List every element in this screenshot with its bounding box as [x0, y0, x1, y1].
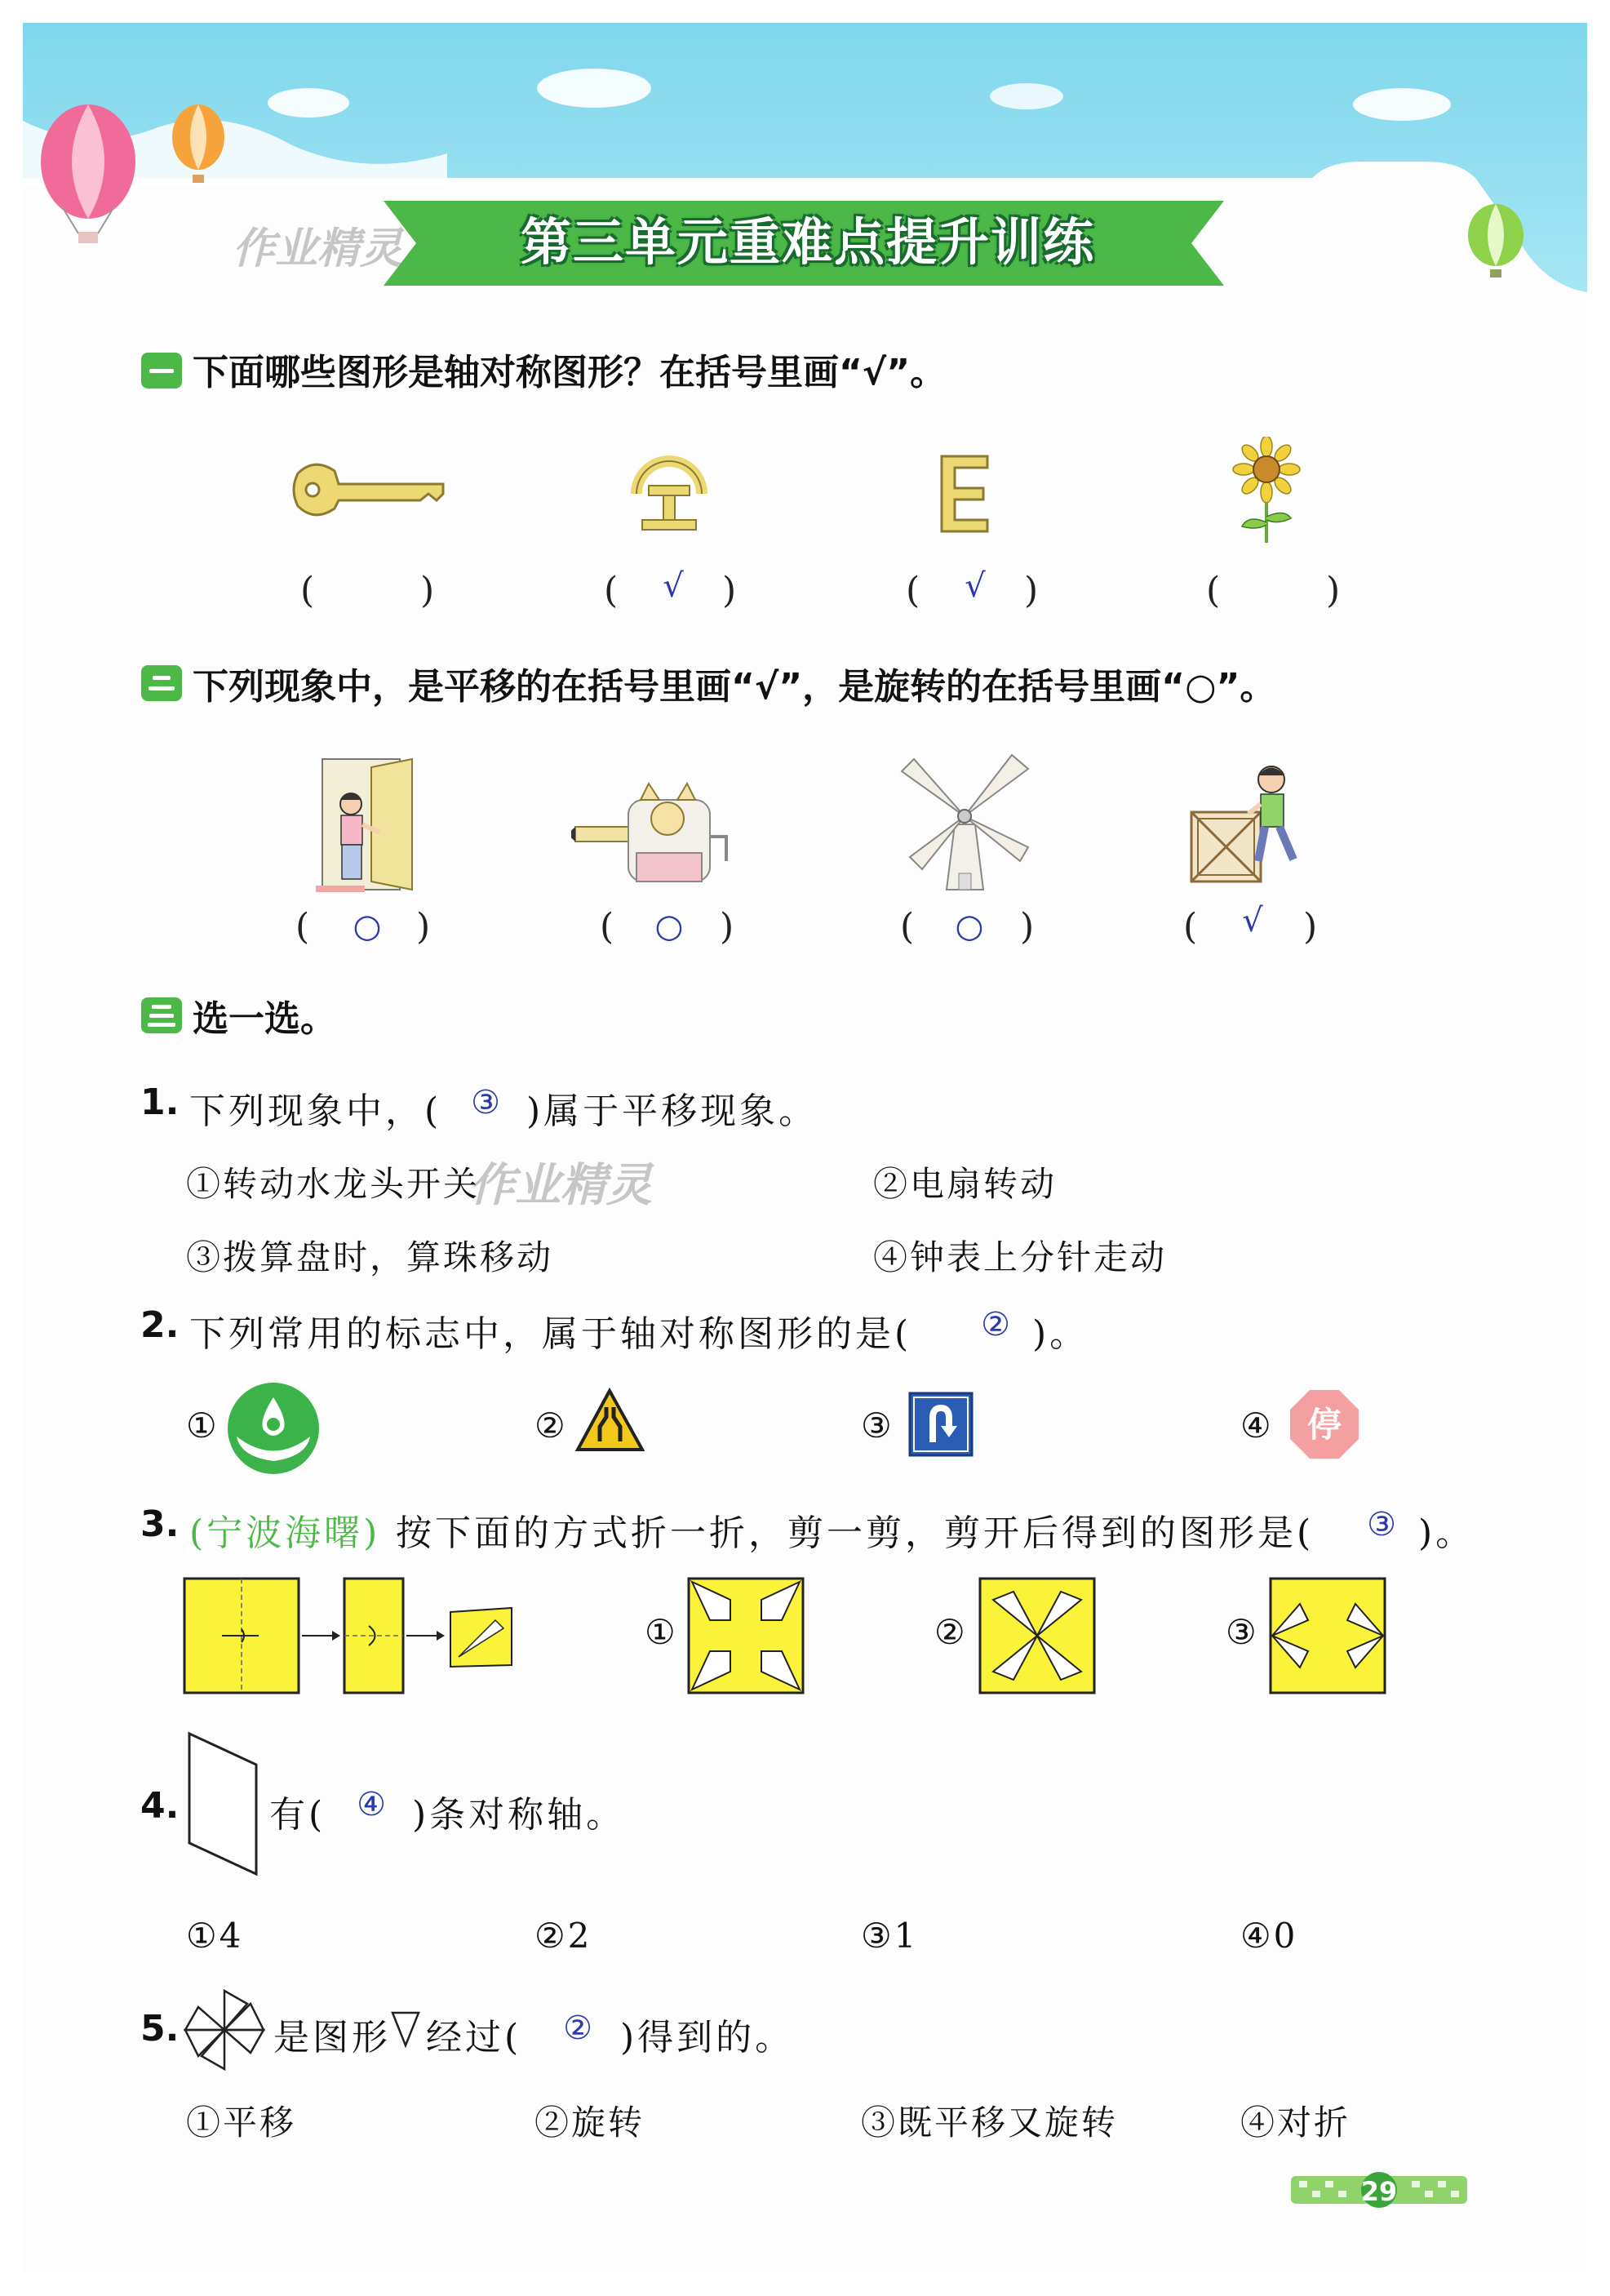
answer-paren: ): [416, 906, 431, 948]
option: ①转动水龙头开关: [186, 1164, 481, 1204]
key-icon: [290, 453, 445, 526]
cut-shape-option-1: [685, 1575, 806, 1696]
option: ③: [861, 1406, 894, 1446]
option: ②电扇转动: [873, 1164, 1058, 1204]
answer-paren: ): [420, 570, 435, 611]
question-source: (宁波海曙): [189, 1512, 381, 1554]
question-2-text-post: )。: [1032, 1313, 1089, 1355]
cut-shape-option-3: [1267, 1575, 1388, 1696]
section-3-heading: 选一选。: [193, 998, 336, 1040]
answer-paren: ): [720, 906, 734, 948]
answer-3-2: ②: [981, 1306, 1010, 1343]
question-4-text-post: )条对称轴。: [412, 1794, 626, 1836]
option: ②旋转: [534, 2103, 645, 2143]
symbol-icon: [624, 445, 714, 535]
section-3-icon: [141, 997, 182, 1033]
u-turn-sign-icon: [908, 1392, 974, 1457]
answer-3-1: ③: [471, 1084, 500, 1121]
water-saving-sign-icon: [224, 1379, 322, 1477]
question-3-text-post: )。: [1418, 1512, 1475, 1554]
pinwheel-figure: [182, 1987, 268, 2073]
option: ②: [934, 1612, 968, 1652]
question-number: 5.: [140, 2008, 180, 2050]
answer-paren: ): [1024, 570, 1039, 611]
triangle-figure: [390, 2010, 421, 2049]
door-icon: [314, 755, 416, 894]
question-number: 3.: [140, 1503, 180, 1545]
page-title: 第三单元重难点提升训练: [520, 212, 1095, 272]
option: ①: [645, 1612, 678, 1652]
cut-shape-option-2: [977, 1575, 1098, 1696]
answer-2-3: ○: [955, 908, 984, 945]
answer-2-2: ○: [654, 908, 684, 945]
section-1-heading: 下面哪些图形是轴对称图形？在括号里画“√”。: [193, 352, 947, 393]
answer-2-4: √: [1242, 902, 1263, 939]
option: ④: [1240, 1406, 1274, 1446]
letter-e-icon: [938, 453, 991, 535]
stop-sign-text: 停: [1306, 1405, 1342, 1445]
answer-paren: (: [600, 906, 614, 948]
section-1-icon: [141, 353, 182, 389]
answer-paren: ): [1326, 570, 1341, 611]
option: ①平移: [186, 2103, 297, 2143]
pushing-box-icon: [1183, 763, 1306, 890]
answer-paren: (: [1206, 570, 1221, 611]
option: ④钟表上分针走动: [873, 1237, 1168, 1277]
answer-paren: (: [300, 570, 315, 611]
answer-paren: (: [295, 906, 310, 948]
option: ③: [1226, 1612, 1259, 1652]
answer-paren: (: [1183, 906, 1198, 948]
question-1-text-pre: 下列现象中，(: [189, 1090, 442, 1132]
question-1-text-post: )属于平移现象。: [526, 1090, 818, 1132]
page-number: 29: [1360, 2176, 1398, 2207]
answer-3-5: ②: [563, 2010, 592, 2047]
answer-paren: (: [906, 570, 920, 611]
option: ③拨算盘时，算珠移动: [186, 1237, 554, 1277]
question-number: 2.: [140, 1304, 180, 1346]
question-number: 4.: [140, 1785, 180, 1827]
option: ②2: [534, 1916, 592, 1956]
stop-sign-icon: [1288, 1388, 1361, 1461]
answer-paren: ): [722, 570, 737, 611]
option: ②: [534, 1406, 568, 1446]
folding-steps-diagram: [181, 1575, 524, 1698]
road-narrows-sign-icon: [575, 1388, 645, 1453]
option: ④对折: [1240, 2103, 1351, 2143]
question-5-text-pre: 是图形: [273, 2017, 391, 2058]
question-4-text-pre: 有(: [269, 1794, 326, 1836]
answer-2-1: ○: [353, 908, 382, 945]
answer-paren: (: [900, 906, 915, 948]
answer-paren: ): [1303, 906, 1318, 948]
section-2-icon: [141, 665, 182, 701]
answer-3-3: ③: [1367, 1506, 1396, 1543]
question-3-text-pre: 按下面的方式折一折，剪一剪，剪开后得到的图形是(: [396, 1512, 1315, 1554]
option: ①4: [186, 1916, 244, 1956]
question-5-text-mid: 经过(: [426, 2017, 522, 2058]
hot-air-balloon-icon: [1468, 204, 1524, 278]
section-2-heading: 下列现象中，是平移的在括号里画“√”，是旋转的在括号里画“○”。: [193, 666, 1276, 708]
answer-paren: ): [1020, 906, 1035, 948]
pencil-sharpener-icon: [571, 771, 734, 886]
option: ③1: [861, 1916, 919, 1956]
watermark: 作业精灵: [469, 1159, 652, 1212]
answer-1-3: √: [965, 567, 986, 605]
option: ③既平移又旋转: [861, 2103, 1119, 2143]
hot-air-balloon-icon: [41, 104, 135, 243]
answer-3-4: ④: [357, 1786, 386, 1823]
windmill-icon: [898, 751, 1032, 894]
sunflower-icon: [1232, 437, 1302, 547]
question-number: 1.: [140, 1081, 180, 1123]
option: ①: [186, 1406, 220, 1446]
option: ④0: [1240, 1916, 1298, 1956]
watermark: 作业精灵: [233, 224, 403, 273]
question-2-text-pre: 下列常用的标志中，属于轴对称图形的是(: [189, 1313, 912, 1355]
answer-paren: (: [604, 570, 619, 611]
question-5-text-post: )得到的。: [620, 2017, 795, 2058]
answer-1-2: √: [663, 567, 684, 605]
parallelogram-figure: [186, 1730, 259, 1877]
